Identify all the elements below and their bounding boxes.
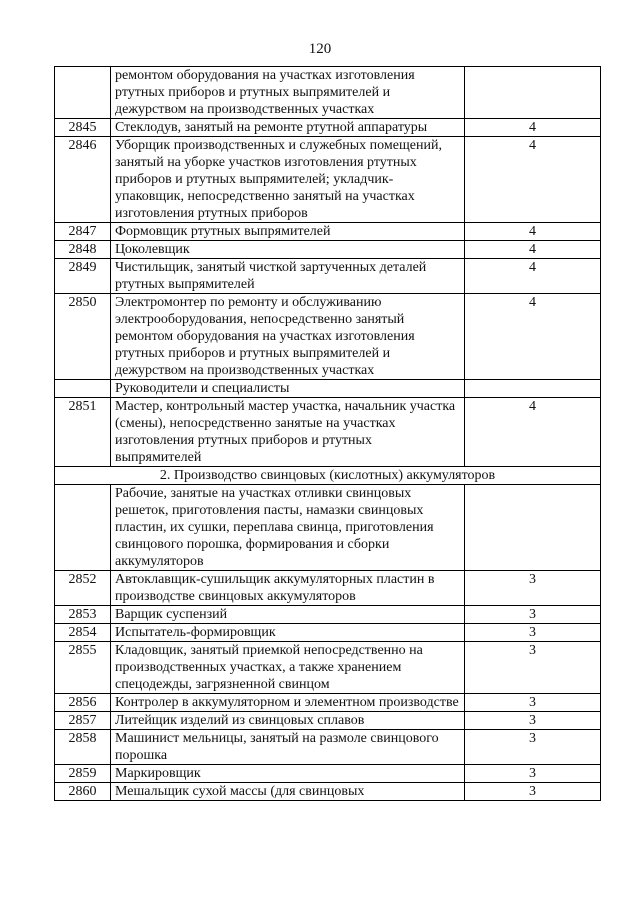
table-row (55, 223, 601, 241)
row-value: 4 (465, 259, 601, 294)
row-number: 2858 (55, 730, 111, 765)
occupation-name: Формовщик ртутных выпрямителей (111, 223, 465, 241)
row-number: 2849 (55, 259, 111, 294)
row-value: 4 (465, 119, 601, 137)
row-number: 2851 (55, 398, 111, 467)
row-value (465, 380, 601, 398)
row-value: 3 (465, 694, 601, 712)
row-value (465, 67, 601, 119)
occupation-name: Литейщик изделий из свинцовых сплавов (111, 712, 465, 730)
row-value: 3 (465, 730, 601, 765)
occupation-name: Стеклодув, занятый на ремонте ртутной аппаратуры (111, 119, 465, 137)
row-value: 3 (465, 712, 601, 730)
occupation-name: Электромонтер по ремонту и обслуживанию электрооборудования, непосредственно занятый ремонтом оборудования на участках изготовления ртутных приборов и ртутных выпрямителей и дежурством на производственных участках (111, 294, 465, 380)
table-row (55, 485, 601, 571)
table-row (55, 624, 601, 642)
occupation-name: Мастер, контрольный мастер участка, начальник участка (смены), непосредственно занятые на участках изготовления ртутных приборов и ртутных выпрямителей (111, 398, 465, 467)
occupation-name: Кладовщик, занятый приемкой непосредственно на производственных участках, а также хранением спецодежды, загрязненной свинцом (111, 642, 465, 694)
row-number: 2847 (55, 223, 111, 241)
row-number: 2859 (55, 765, 111, 783)
table-row (55, 642, 601, 694)
occupation-name: Рабочие, занятые на участках отливки свинцовых решеток, приготовления пасты, намазки свинцовых пластин, их сушки, переплава свинца, приготовления свинцового порошка, формирования и сборки аккумуляторов (111, 485, 465, 571)
occupation-name: Руководители и специалисты (111, 380, 465, 398)
row-number: 2845 (55, 119, 111, 137)
table-row (55, 765, 601, 783)
row-number: 2856 (55, 694, 111, 712)
row-value (465, 485, 601, 571)
occupation-name: Испытатель-формировщик (111, 624, 465, 642)
table-row (55, 606, 601, 624)
occupation-name: Машинист мельницы, занятый на размоле свинцового порошка (111, 730, 465, 765)
row-value: 3 (465, 571, 601, 606)
row-value: 4 (465, 223, 601, 241)
row-value: 3 (465, 606, 601, 624)
table-row (55, 571, 601, 606)
row-number: 2854 (55, 624, 111, 642)
row-number: 2857 (55, 712, 111, 730)
occupation-name: Варщик суспензий (111, 606, 465, 624)
table-row (55, 259, 601, 294)
page-number: 120 (308, 41, 332, 57)
table-row (55, 67, 601, 119)
row-number: 2855 (55, 642, 111, 694)
table-row (55, 119, 601, 137)
table-row (55, 712, 601, 730)
row-value: 4 (465, 398, 601, 467)
row-value: 3 (465, 624, 601, 642)
occupation-name: ремонтом оборудования на участках изготовления ртутных приборов и ртутных выпрямителей и дежурством на производственных участках (111, 67, 465, 119)
table-row (55, 398, 601, 467)
row-value: 3 (465, 642, 601, 694)
table-row (55, 783, 601, 801)
row-value: 4 (465, 137, 601, 223)
section-row (55, 467, 601, 485)
row-number: 2848 (55, 241, 111, 259)
occupation-table (54, 66, 601, 801)
table-row (55, 730, 601, 765)
occupation-name: Маркировщик (111, 765, 465, 783)
occupation-name: Уборщик производственных и служебных помещений, занятый на уборке участков изготовления ртутных приборов и ртутных выпрямителей; укладчик-упаковщик, непосредственно занятый на участках изготовления ртутных приборов (111, 137, 465, 223)
table-body (55, 67, 601, 801)
occupation-name: Автоклавщик-сушильщик аккумуляторных пластин в производстве свинцовых аккумуляторов (111, 571, 465, 606)
row-number: 2850 (55, 294, 111, 380)
table-row (55, 294, 601, 380)
row-value: 4 (465, 241, 601, 259)
occupation-name: Цоколевщик (111, 241, 465, 259)
table-row (55, 241, 601, 259)
occupation-name: Чистильщик, занятый чисткой зартученных деталей ртутных выпрямителей (111, 259, 465, 294)
row-value: 3 (465, 783, 601, 801)
row-value: 3 (465, 765, 601, 783)
row-number (55, 485, 111, 571)
section-heading: 2. Производство свинцовых (кислотных) аккумуляторов (55, 467, 601, 485)
row-number: 2860 (55, 783, 111, 801)
table-row (55, 694, 601, 712)
row-value: 4 (465, 294, 601, 380)
row-number: 2853 (55, 606, 111, 624)
occupation-name: Контролер в аккумуляторном и элементном производстве (111, 694, 465, 712)
row-number: 2852 (55, 571, 111, 606)
row-number (55, 67, 111, 119)
row-number (55, 380, 111, 398)
occupation-name: Мешальщик сухой массы (для свинцовых (111, 783, 465, 801)
table-row (55, 380, 601, 398)
table-row (55, 137, 601, 223)
row-number: 2846 (55, 137, 111, 223)
